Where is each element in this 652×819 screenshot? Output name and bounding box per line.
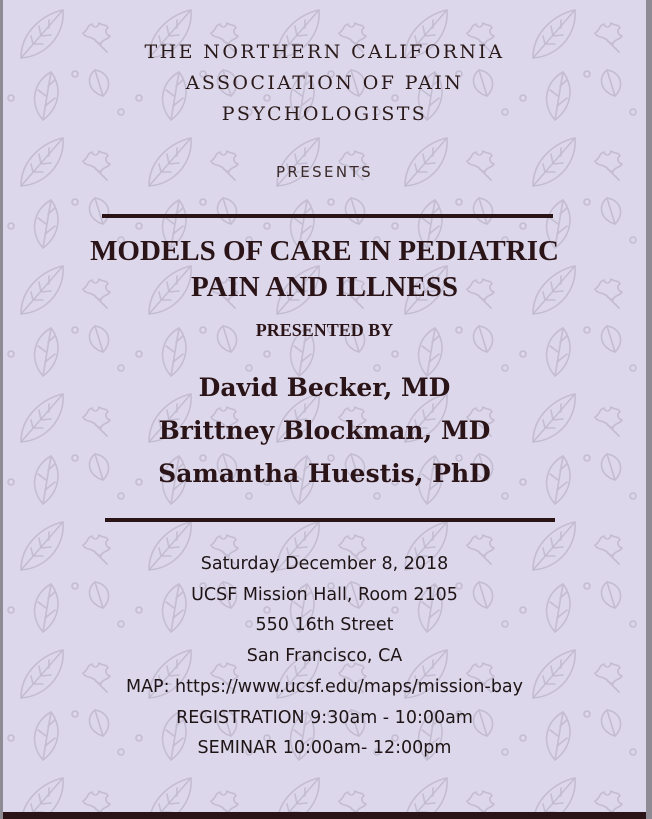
- event-venue: UCSF Mission Hall, Room 2105: [191, 584, 458, 605]
- speaker-name: Brittney Blockman, MD: [158, 416, 491, 445]
- event-title-line-1: MODELS OF CARE IN PEDIATRIC: [90, 235, 559, 267]
- top-divider: [102, 214, 553, 218]
- speaker-list: [3, 366, 646, 495]
- event-details: [3, 549, 646, 764]
- event-title: [3, 233, 646, 305]
- event-registration-time: REGISTRATION 9:30am - 10:00am: [176, 707, 473, 728]
- presents-label: PRESENTS: [275, 163, 374, 181]
- bottom-divider: [105, 518, 555, 522]
- flyer: [3, 0, 646, 819]
- organization-line-2: ASSOCIATION OF PAIN: [185, 72, 464, 94]
- organization-line-1: THE NORTHERN CALIFORNIA: [144, 41, 505, 63]
- event-seminar-time: SEMINAR 10:00am- 12:00pm: [197, 738, 452, 759]
- footer-bar: [3, 812, 646, 819]
- presented-by-label: PRESENTED BY: [255, 320, 394, 340]
- event-city: San Francisco, CA: [246, 646, 403, 667]
- event-title-line-2: PAIN AND ILLNESS: [191, 271, 458, 303]
- organization-line-3: PSYCHOLOGISTS: [221, 103, 428, 125]
- event-map-link[interactable]: MAP: https://www.ucsf.edu/maps/mission-bay: [125, 676, 524, 697]
- event-street: 550 16th Street: [255, 615, 394, 636]
- speaker-name: David Becker, MD: [198, 373, 451, 402]
- speaker-name: Samantha Huestis, PhD: [158, 459, 491, 488]
- organization-name: [3, 37, 646, 130]
- event-date: Saturday December 8, 2018: [200, 554, 449, 574]
